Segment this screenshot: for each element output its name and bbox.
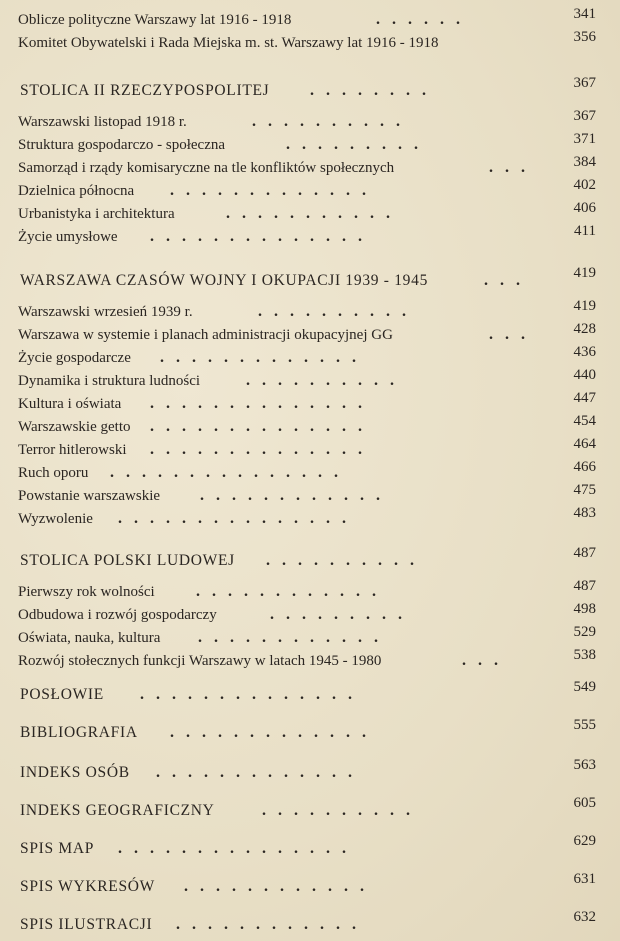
toc-section[interactable] <box>0 871 620 898</box>
toc-leader-dots: ............ <box>198 629 390 646</box>
toc-section-title: SPIS WYKRESÓW <box>20 878 155 895</box>
toc-leader-dots: .............. <box>150 418 374 435</box>
toc-entry-title: Samorząd i rządy komisaryczne na tle konfliktów społecznych <box>18 160 395 176</box>
toc-entry[interactable] <box>0 578 620 603</box>
toc-entry-title: Warszawa w systemie i planach administracji okupacyjnej GG <box>18 327 393 343</box>
toc-entry-page: 341 <box>573 6 596 22</box>
toc-entry-page: 464 <box>573 436 596 452</box>
toc-entry[interactable] <box>0 200 620 225</box>
toc-entry-title: Oświata, nauka, kultura <box>18 630 161 646</box>
toc-entry[interactable] <box>0 390 620 415</box>
toc-entry[interactable] <box>0 344 620 369</box>
toc-entry-page: 529 <box>573 624 596 640</box>
toc-section[interactable] <box>0 909 620 936</box>
toc-section-page: 487 <box>573 545 596 561</box>
toc-entry-title: Wyzwolenie <box>18 511 93 527</box>
toc-entry-page: 411 <box>574 223 596 239</box>
toc-section-title: INDEKS GEOGRAFICZNY <box>20 802 215 819</box>
toc-section-title: SPIS ILUSTRACJI <box>20 916 153 933</box>
toc-entry-title: Życie umysłowe <box>18 229 118 245</box>
toc-leader-dots: ... <box>489 326 537 343</box>
toc-leader-dots: ........ <box>310 82 438 99</box>
toc-entry-page: 367 <box>573 108 596 124</box>
toc-entry[interactable] <box>0 505 620 530</box>
toc-leader-dots: ............ <box>200 487 392 504</box>
toc-leader-dots: ... <box>484 272 532 289</box>
toc-entry-title: Rozwój stołecznych funkcji Warszawy w latach 1945 - 1980 <box>18 653 382 669</box>
toc-leader-dots: ......... <box>270 606 414 623</box>
toc-section-page: 632 <box>573 909 596 925</box>
toc-section[interactable] <box>0 679 620 706</box>
toc-entry[interactable] <box>0 482 620 507</box>
toc-section-page: 419 <box>573 265 596 281</box>
toc-entry-title: Terror hitlerowski <box>18 442 127 458</box>
toc-section[interactable] <box>0 75 620 102</box>
toc-section-title: SPIS MAP <box>20 840 95 857</box>
toc-leader-dots: ............. <box>160 349 368 366</box>
toc-entry-title: Oblicze polityczne Warszawy lat 1916 - 1918 <box>18 12 292 28</box>
toc-entry-page: 436 <box>573 344 596 360</box>
toc-entry-title: Powstanie warszawskie <box>18 488 161 504</box>
toc-section-page: 549 <box>573 679 596 695</box>
toc-section-title: WARSZAWA CZASÓW WOJNY I OKUPACJI 1939 - 1945 <box>20 272 429 289</box>
toc-leader-dots: ............... <box>110 464 350 481</box>
toc-leader-dots: ............. <box>170 724 378 741</box>
toc-section[interactable] <box>0 757 620 784</box>
toc-entry-page: 487 <box>573 578 596 594</box>
toc-entry-title: Dynamika i struktura ludności <box>18 373 201 389</box>
toc-section-page: 555 <box>573 717 596 733</box>
toc-section-title: BIBLIOGRAFIA <box>20 724 138 741</box>
toc-entry-title: Kultura i oświata <box>18 396 122 412</box>
toc-leader-dots: .......... <box>266 552 426 569</box>
toc-entry[interactable] <box>0 647 620 672</box>
toc-entry-page: 475 <box>573 482 596 498</box>
toc-leader-dots: ............... <box>118 840 358 857</box>
toc-section[interactable] <box>0 265 620 292</box>
toc-leader-dots: ............. <box>170 182 378 199</box>
toc-entry-title: Odbudowa i rozwój gospodarczy <box>18 607 217 623</box>
toc-entry[interactable] <box>0 298 620 323</box>
toc-entry[interactable] <box>0 624 620 649</box>
toc-entry[interactable] <box>0 413 620 438</box>
toc-leader-dots: ............ <box>184 878 376 895</box>
toc-entry[interactable] <box>0 223 620 248</box>
toc-entry-page: 466 <box>573 459 596 475</box>
toc-entry[interactable] <box>0 321 620 346</box>
toc-entry[interactable] <box>0 131 620 156</box>
toc-entry[interactable] <box>0 436 620 461</box>
toc-leader-dots: .............. <box>150 228 374 245</box>
toc-leader-dots: .......... <box>258 303 418 320</box>
toc-entry[interactable] <box>0 108 620 133</box>
toc-section-page: 367 <box>573 75 596 91</box>
toc-entry-page: 356 <box>573 29 596 45</box>
toc-entry[interactable] <box>0 601 620 626</box>
toc-leader-dots: .......... <box>262 802 422 819</box>
toc-section-title: INDEKS OSÓB <box>20 764 130 781</box>
toc-entry-title: Ruch oporu <box>18 465 89 481</box>
toc-entry[interactable] <box>0 459 620 484</box>
toc-entry-page: 447 <box>573 390 596 406</box>
toc-section-title: STOLICA POLSKI LUDOWEJ <box>20 552 235 569</box>
toc-entry-page: 498 <box>573 601 596 617</box>
toc-entry-title: Komitet Obywatelski i Rada Miejska m. st. Warszawy lat 1916 - 1918 <box>18 35 439 51</box>
toc-section[interactable] <box>0 795 620 822</box>
toc-leader-dots: ...... <box>376 11 472 28</box>
toc-leader-dots: ... <box>462 652 510 669</box>
toc-entry-title: Dzielnica północna <box>18 183 135 199</box>
toc-entry-page: 428 <box>573 321 596 337</box>
toc-entry-page: 454 <box>573 413 596 429</box>
toc-section[interactable] <box>0 833 620 860</box>
toc-leader-dots: ............. <box>156 764 364 781</box>
toc-entry-page: 419 <box>573 298 596 314</box>
toc-leader-dots: ............ <box>176 916 368 933</box>
toc-section-title: STOLICA II RZECZYPOSPOLITEJ <box>20 82 270 99</box>
toc-entry-title: Warszawski wrzesień 1939 r. <box>18 304 193 320</box>
toc-entry-page: 384 <box>573 154 596 170</box>
toc-entry[interactable] <box>0 177 620 202</box>
toc-entry-title: Struktura gospodarczo - społeczna <box>18 137 226 153</box>
toc-section-page: 563 <box>573 757 596 773</box>
toc-entry-page: 371 <box>573 131 596 147</box>
toc-section[interactable] <box>0 545 620 572</box>
toc-entry[interactable] <box>0 367 620 392</box>
toc-entry[interactable] <box>0 6 620 31</box>
toc-section-page: 629 <box>573 833 596 849</box>
toc-leader-dots: .............. <box>150 441 374 458</box>
toc-leader-dots: ............... <box>118 510 358 527</box>
toc-leader-dots: ... <box>489 159 537 176</box>
toc-leader-dots: .......... <box>246 372 406 389</box>
toc-entry[interactable] <box>0 154 620 179</box>
toc-section-page: 605 <box>573 795 596 811</box>
toc-entry-title: Urbanistyka i architektura <box>18 206 175 222</box>
toc-entry-page: 483 <box>573 505 596 521</box>
toc-entry-title: Życie gospodarcze <box>18 350 131 366</box>
toc-entry-title: Pierwszy rok wolności <box>18 584 155 600</box>
toc-leader-dots: .............. <box>150 395 374 412</box>
toc-entry-page: 440 <box>573 367 596 383</box>
toc-section-page: 631 <box>573 871 596 887</box>
toc-leader-dots: .......... <box>252 113 412 130</box>
toc-entry-page: 538 <box>573 647 596 663</box>
toc-leader-dots: .............. <box>140 686 364 703</box>
toc-leader-dots: ............ <box>196 583 388 600</box>
toc-leader-dots: ......... <box>286 136 430 153</box>
toc-entry-title: Warszawskie getto <box>18 419 131 435</box>
toc-section[interactable] <box>0 717 620 744</box>
toc-entry-page: 402 <box>573 177 596 193</box>
toc-leader-dots: ........... <box>226 205 402 222</box>
toc-entry[interactable] <box>0 29 620 54</box>
toc-entry-page: 406 <box>573 200 596 216</box>
toc-entry-title: Warszawski listopad 1918 r. <box>18 114 187 130</box>
toc-section-title: POSŁOWIE <box>20 686 104 703</box>
